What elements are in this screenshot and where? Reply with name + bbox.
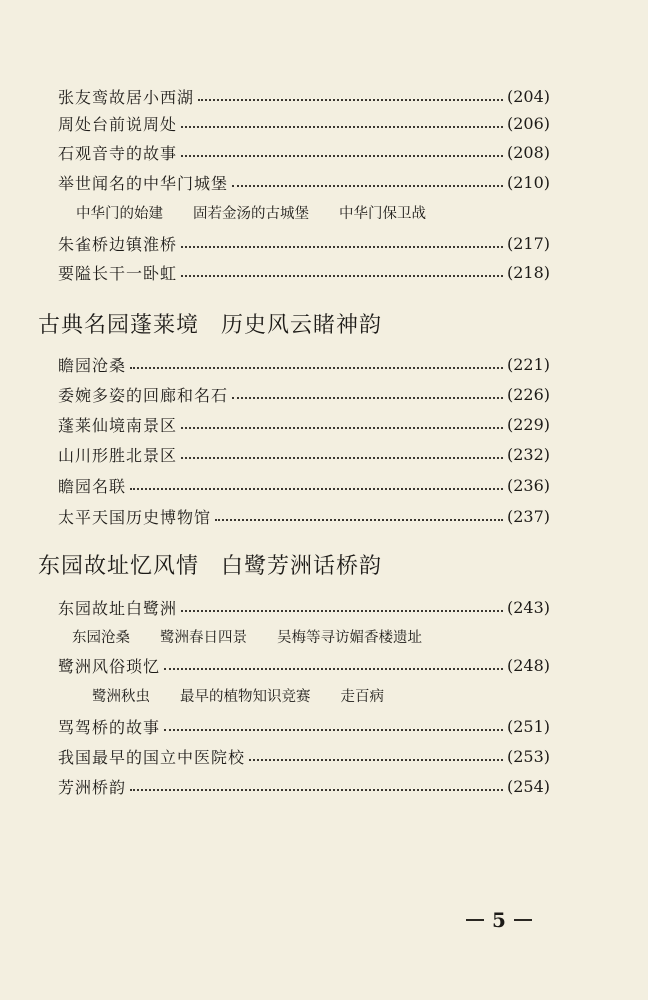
toc-entry: [58, 652, 550, 678]
subitem: 鹭洲秋虫: [92, 688, 150, 705]
entry-title: 我国最早的国立中医院校: [58, 747, 246, 767]
leader-dots: [181, 275, 503, 277]
toc-entry: [58, 381, 550, 407]
leader-dots: [198, 99, 503, 101]
toc-subitems: [76, 200, 456, 224]
section-heading: [38, 547, 382, 581]
heading-part: 古典名园蓬莱境: [38, 312, 200, 338]
entry-page: (248): [506, 655, 550, 675]
toc-entry: [58, 503, 550, 529]
entry-title: 周处台前说周处: [58, 114, 178, 134]
entry-page: (218): [506, 262, 550, 282]
dash-decoration: [466, 919, 484, 921]
leader-dots: [164, 729, 503, 731]
leader-dots: [232, 185, 503, 187]
entry-page: (210): [506, 172, 550, 192]
leader-dots: [130, 789, 503, 791]
subitem: 东园沧桑: [72, 629, 130, 646]
entry-title: 要隘长干一卧虹: [58, 263, 178, 283]
entry-title: 鹭洲风俗琐忆: [58, 656, 161, 676]
leader-dots: [181, 155, 503, 157]
entry-page: (236): [506, 475, 550, 495]
entry-page: (251): [506, 716, 550, 736]
entry-title: 张友鸾故居小西湖: [58, 87, 195, 107]
heading-part: 白鹭芳洲话桥韵: [221, 553, 383, 579]
heading-part: 东园故址忆风情: [38, 553, 200, 579]
entry-page: (232): [506, 444, 550, 464]
entry-title: 朱雀桥边镇淮桥: [58, 234, 178, 254]
toc-subitems: [92, 683, 414, 707]
subitem: 最早的植物知识竞赛: [180, 688, 311, 705]
leader-dots: [164, 668, 503, 670]
toc-entry: [58, 139, 550, 165]
toc-entry: [58, 743, 550, 769]
toc-entry: [58, 351, 550, 377]
entry-title: 太平天国历史博物馆: [58, 507, 212, 527]
entry-page: (253): [506, 746, 550, 766]
subitem: 中华门的始建: [76, 205, 163, 222]
entry-page: (254): [506, 776, 550, 796]
subitem: 固若金汤的古城堡: [193, 205, 309, 222]
subitem: 中华门保卫战: [339, 205, 426, 222]
entry-page: (217): [506, 233, 550, 253]
leader-dots: [249, 759, 503, 761]
entry-title: 石观音寺的故事: [58, 143, 178, 163]
leader-dots: [181, 246, 503, 248]
entry-title: 芳洲桥韵: [58, 777, 127, 797]
subitem: 鹭洲春日四景: [160, 629, 247, 646]
toc-entry: [58, 259, 550, 285]
entry-page: (243): [506, 597, 550, 617]
leader-dots: [130, 367, 503, 369]
entry-page: (208): [506, 142, 550, 162]
entry-title: 瞻园沧桑: [58, 355, 127, 375]
leader-dots: [130, 488, 503, 490]
toc-entry: [58, 773, 550, 799]
toc-entry: [58, 230, 550, 256]
toc-entry: [58, 594, 550, 620]
toc-entry: [58, 169, 550, 195]
entry-title: 瞻园名联: [58, 476, 127, 496]
toc-entry: [58, 110, 550, 136]
dash-decoration: [514, 919, 532, 921]
entry-page: (204): [506, 86, 550, 106]
toc-entry: [58, 441, 550, 467]
toc-entry: [58, 411, 550, 437]
section-heading: [38, 306, 382, 340]
entry-page: (226): [506, 384, 550, 404]
leader-dots: [181, 610, 503, 612]
leader-dots: [181, 427, 503, 429]
entry-page: (237): [506, 506, 550, 526]
entry-page: (221): [506, 354, 550, 374]
entry-page: (229): [506, 414, 550, 434]
heading-part: 历史风云睹神韵: [221, 312, 383, 338]
leader-dots: [215, 519, 503, 521]
entry-title: 举世闻名的中华门城堡: [58, 173, 229, 193]
toc-entry: [58, 83, 550, 109]
entry-title: 蓬莱仙境南景区: [58, 415, 178, 435]
leader-dots: [181, 457, 503, 459]
entry-title: 山川形胜北景区: [58, 445, 178, 465]
subitem: 吴梅等寻访媚香楼遗址: [277, 629, 422, 646]
toc-entry: [58, 472, 550, 498]
toc-entry: [58, 713, 550, 739]
entry-title: 委婉多姿的回廊和名石: [58, 385, 229, 405]
entry-page: (206): [506, 113, 550, 133]
entry-title: 东园故址白鹭洲: [58, 598, 178, 618]
page-number: [458, 906, 540, 934]
page-number-text: 5: [492, 908, 506, 932]
entry-title: 骂驾桥的故事: [58, 717, 161, 737]
toc-subitems: [72, 624, 452, 648]
leader-dots: [181, 126, 503, 128]
leader-dots: [232, 397, 503, 399]
subitem: 走百病: [340, 688, 384, 705]
